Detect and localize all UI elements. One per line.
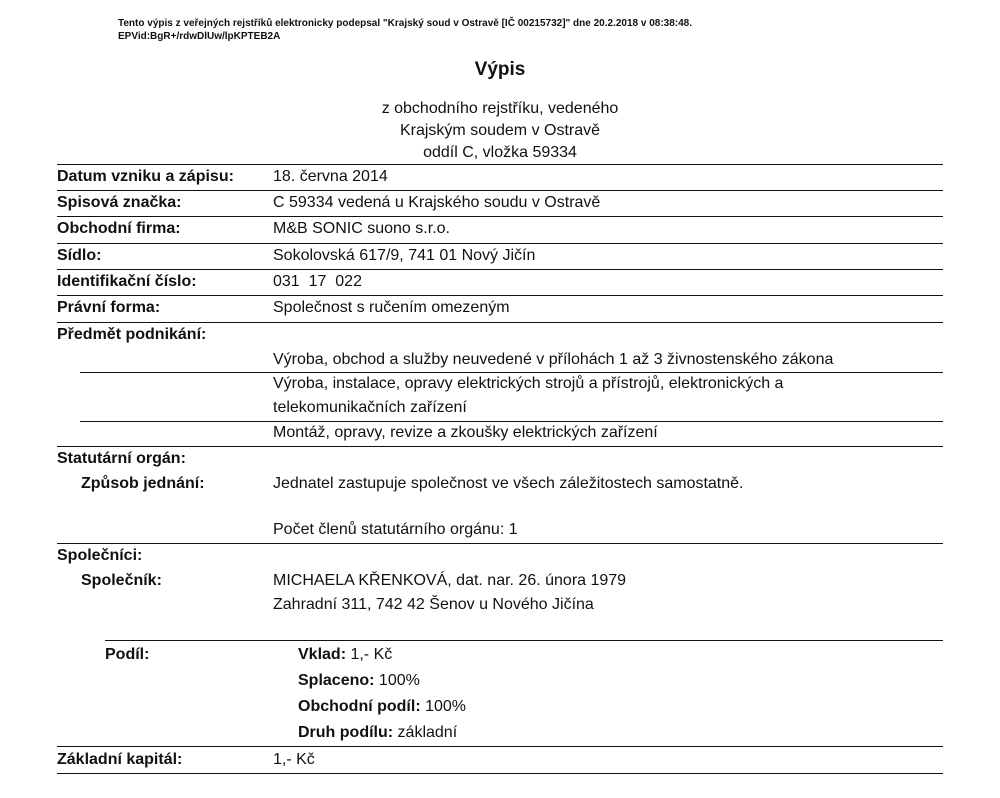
vklad-label: Vklad: xyxy=(298,646,347,663)
predmet-label: Předmět podnikání: xyxy=(57,326,207,343)
splaceno-label: Splaceno: xyxy=(298,672,375,689)
divider xyxy=(57,243,943,244)
predmet-item: Výroba, obchod a služby neuvedené v přílohách 1 až 3 živnostenského zákona xyxy=(273,351,834,368)
splaceno-value: 100% xyxy=(374,672,420,689)
predmet-item: Montáž, opravy, revize a zkoušky elektrických zařízení xyxy=(273,424,658,441)
zpusob-label: Způsob jednání: xyxy=(81,475,205,492)
divider xyxy=(80,421,943,422)
ico-value: 031 17 022 xyxy=(273,273,362,290)
kapital-label: Základní kapitál: xyxy=(57,751,183,768)
document-subtitle xyxy=(0,98,1000,164)
datum-value: 18. června 2014 xyxy=(273,168,388,185)
divider xyxy=(57,446,943,447)
statutarni-label: Statutární orgán: xyxy=(57,450,186,467)
divider xyxy=(57,543,943,544)
forma-value: Společnost s ručením omezeným xyxy=(273,299,510,316)
divider xyxy=(105,640,943,641)
firma-label: Obchodní firma: xyxy=(57,220,181,237)
spolecnik-address: Zahradní 311, 742 42 Šenov u Nového Jičína xyxy=(273,596,594,613)
sidlo-label: Sídlo: xyxy=(57,247,102,264)
document-title: Výpis xyxy=(474,59,526,80)
signature-note-line1: Tento výpis z veřejných rejstříků elektronicky podepsal "Krajský soud v Ostravě [IČ 00215732]" dne 20.2.2018 v 08:38:48. xyxy=(118,18,693,29)
splaceno-row xyxy=(298,672,420,690)
subtitle-line1: z obchodního rejstříku, vedeného xyxy=(381,100,619,117)
subtitle-line2: Krajským soudem v Ostravě xyxy=(399,122,601,139)
vklad-value: 1,- Kč xyxy=(346,646,393,663)
datum-label: Datum vzniku a zápisu: xyxy=(57,168,234,185)
kapital-value: 1,- Kč xyxy=(273,751,315,768)
obchodni-podil-row xyxy=(298,698,466,716)
sidlo-value: Sokolovská 617/9, 741 01 Nový Jičín xyxy=(273,247,536,264)
subtitle-line3: oddíl C, vložka 59334 xyxy=(423,144,577,161)
spolecnik-name: MICHAELA KŘENKOVÁ, dat. nar. 26. února 1979 xyxy=(273,572,627,589)
divider xyxy=(57,269,943,270)
spis-value: C 59334 vedená u Krajského soudu v Ostravě xyxy=(273,194,601,211)
ico-label: Identifikační číslo: xyxy=(57,273,197,290)
divider xyxy=(57,295,943,296)
predmet-item: telekomunikačních zařízení xyxy=(273,399,467,416)
obchodni-podil-label: Obchodní podíl: xyxy=(298,698,421,715)
zpusob-value: Jednatel zastupuje společnost ve všech záležitostech samostatně. xyxy=(273,475,744,492)
pocet-clenu: Počet členů statutárního orgánu: 1 xyxy=(273,521,518,538)
divider xyxy=(57,190,943,191)
spolecnik-label: Společník: xyxy=(81,572,162,589)
divider xyxy=(80,372,943,373)
divider xyxy=(57,216,943,217)
divider xyxy=(57,773,943,774)
podil-label: Podíl: xyxy=(105,646,150,663)
spolecnici-label: Společníci: xyxy=(57,547,143,564)
predmet-item: Výroba, instalace, opravy elektrických strojů a přístrojů, elektronických a xyxy=(273,375,784,392)
forma-label: Právní forma: xyxy=(57,299,161,316)
divider xyxy=(57,164,943,165)
vklad-row xyxy=(298,646,392,664)
signature-note-line2: EPVid:BgR+/rdwDlUw/lpKPTEB2A xyxy=(118,31,281,42)
spis-label: Spisová značka: xyxy=(57,194,182,211)
firma-value: M&B SONIC suono s.r.o. xyxy=(273,220,450,237)
druh-podilu-row xyxy=(298,724,457,742)
divider xyxy=(57,322,943,323)
druh-podilu-label: Druh podílu: xyxy=(298,724,394,741)
obchodni-podil-value: 100% xyxy=(420,698,467,715)
druh-podilu-value: základní xyxy=(393,724,458,741)
signature-note xyxy=(118,17,692,43)
divider xyxy=(57,746,943,747)
